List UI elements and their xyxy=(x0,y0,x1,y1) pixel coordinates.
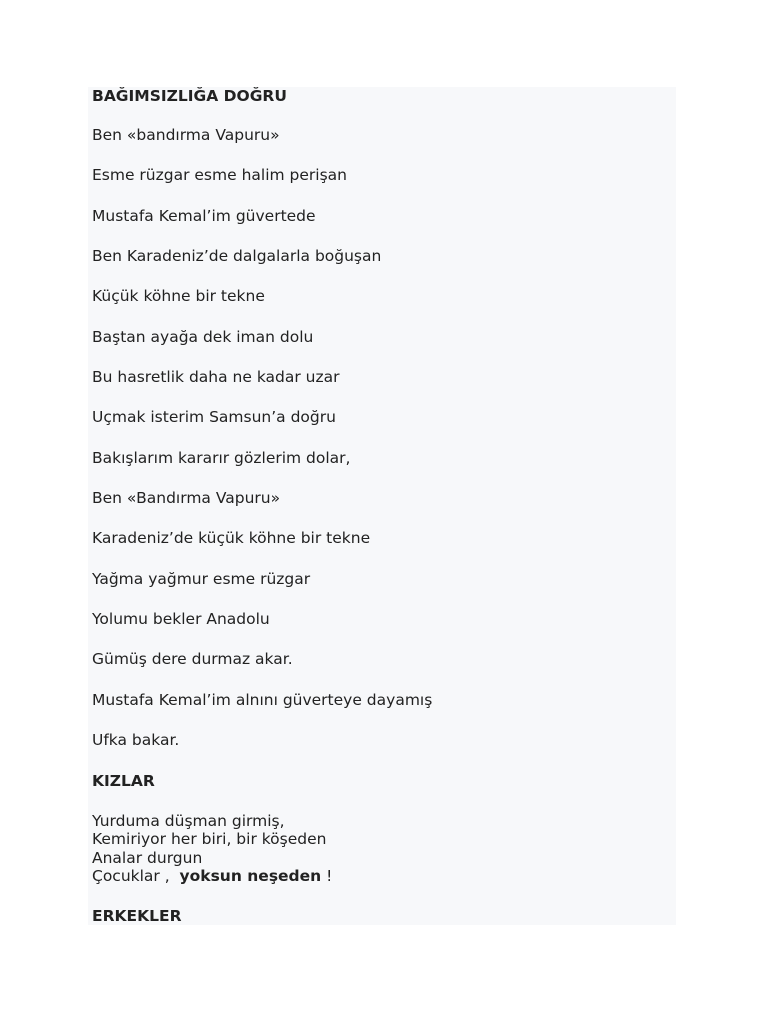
poem-line: Mustafa Kemal’im alnını güverteye dayamış xyxy=(92,691,433,709)
poem-line: Bu hasretlik daha ne kadar uzar xyxy=(92,368,340,386)
poem-line: Ben «Bandırma Vapuru» xyxy=(92,489,281,507)
stanza-line: Kemiriyor her biri, bir köşeden xyxy=(92,830,327,848)
poem-line: Karadeniz’de küçük köhne bir tekne xyxy=(92,529,371,547)
poem-line: Ufka bakar. xyxy=(92,731,180,749)
section-heading-kizlar: KIZLAR xyxy=(92,772,155,790)
poem-line: Baştan ayağa dek iman dolu xyxy=(92,328,314,346)
stanza-line-suffix: ! xyxy=(321,867,333,885)
poem-line: Gümüş dere durmaz akar. xyxy=(92,650,293,668)
poem-line: Yolumu bekler Anadolu xyxy=(92,610,270,628)
stanza-line: Analar durgun xyxy=(92,849,203,867)
section-heading-erkekler: ERKEKLER xyxy=(92,907,182,925)
poem-line: Ben «bandırma Vapuru» xyxy=(92,126,280,144)
poem-line: Bakışlarım kararır gözlerim dolar, xyxy=(92,449,351,467)
poem-line: Mustafa Kemal’im güvertede xyxy=(92,207,316,225)
stanza-line: Yurduma düşman girmiş, xyxy=(92,812,285,830)
poem-line: Esme rüzgar esme halim perişan xyxy=(92,166,347,184)
poem-document xyxy=(88,87,676,925)
stanza-line-prefix: Çocuklar , xyxy=(92,867,180,885)
poem-line: Ben Karadeniz’de dalgalarla boğuşan xyxy=(92,247,382,265)
poem-line: Uçmak isterim Samsun’a doğru xyxy=(92,408,336,426)
poem-line: Yağma yağmur esme rüzgar xyxy=(92,570,311,588)
stanza-line-mixed xyxy=(92,867,332,885)
poem-line: Küçük köhne bir tekne xyxy=(92,287,265,305)
stanza-line-bold: yoksun neşeden xyxy=(179,867,322,885)
title-heading: BAĞIMSIZLIĞA DOĞRU xyxy=(92,87,287,105)
